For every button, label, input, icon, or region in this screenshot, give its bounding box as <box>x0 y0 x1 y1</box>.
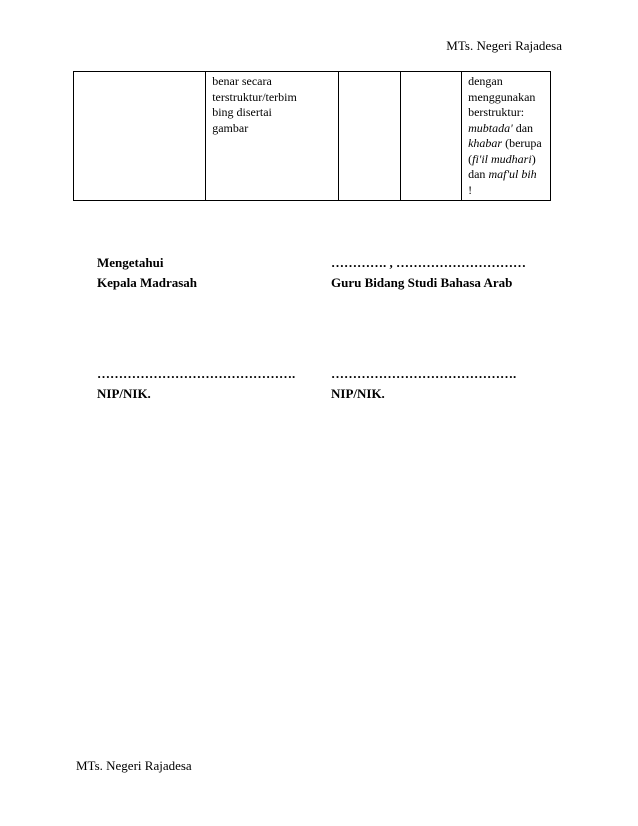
signature-nip: NIP/NIK. <box>97 386 151 401</box>
page-footer: MTs. Negeri Rajadesa <box>76 758 192 773</box>
signature-right-heading <box>331 253 526 293</box>
italic-term: khabar <box>468 136 503 150</box>
plain-prefix: dan <box>468 167 489 181</box>
cell-text-line: menggunakan <box>468 89 536 104</box>
cell-text-line: gambar <box>212 120 249 135</box>
signature-left-name <box>97 364 295 404</box>
table-cell-1 <box>74 72 206 201</box>
cell-text-line <box>468 121 544 137</box>
plain-suffix: dan <box>512 120 534 135</box>
signature-place-date: …………. , ………………………… <box>331 255 526 270</box>
plain-suffix: (berupa <box>502 136 542 150</box>
signature-left-heading <box>97 253 197 293</box>
cell-text-line: berstruktur: <box>468 105 525 119</box>
cell-text-line: benar secara <box>212 74 272 88</box>
cell-text-line: ! <box>468 182 473 197</box>
cell-text-line: dengan <box>468 74 503 88</box>
signature-name-line: ……………………………………. <box>331 366 517 381</box>
signature-name-line: ………………………………………. <box>97 366 296 381</box>
table-cell-4 <box>400 72 461 201</box>
cell-text-line <box>468 167 544 183</box>
assessment-table <box>73 71 551 201</box>
signature-nip: NIP/NIK. <box>331 386 385 401</box>
table-cell-3 <box>339 72 400 201</box>
italic-term: mubtada' <box>468 120 513 135</box>
signature-right-name <box>331 364 516 404</box>
cell-text-line: (fi'il mudhari) <box>468 151 536 166</box>
cell-text-line: terstruktur/terbim <box>212 89 297 104</box>
signature-role: Kepala Madrasah <box>97 275 198 290</box>
italic-term: maf'ul bih <box>488 167 537 181</box>
cell-text-line <box>468 136 544 152</box>
signature-role: Guru Bidang Studi Bahasa Arab <box>331 275 513 290</box>
italic-term: fi'il mudhari <box>472 151 532 166</box>
table-row <box>74 72 551 201</box>
signature-title: Mengetahui <box>97 255 164 270</box>
table-cell-5 <box>462 72 551 201</box>
page-header: MTs. Negeri Rajadesa <box>446 38 562 53</box>
table-cell-2 <box>206 72 339 201</box>
cell-text-line: bing disertai <box>212 105 272 119</box>
